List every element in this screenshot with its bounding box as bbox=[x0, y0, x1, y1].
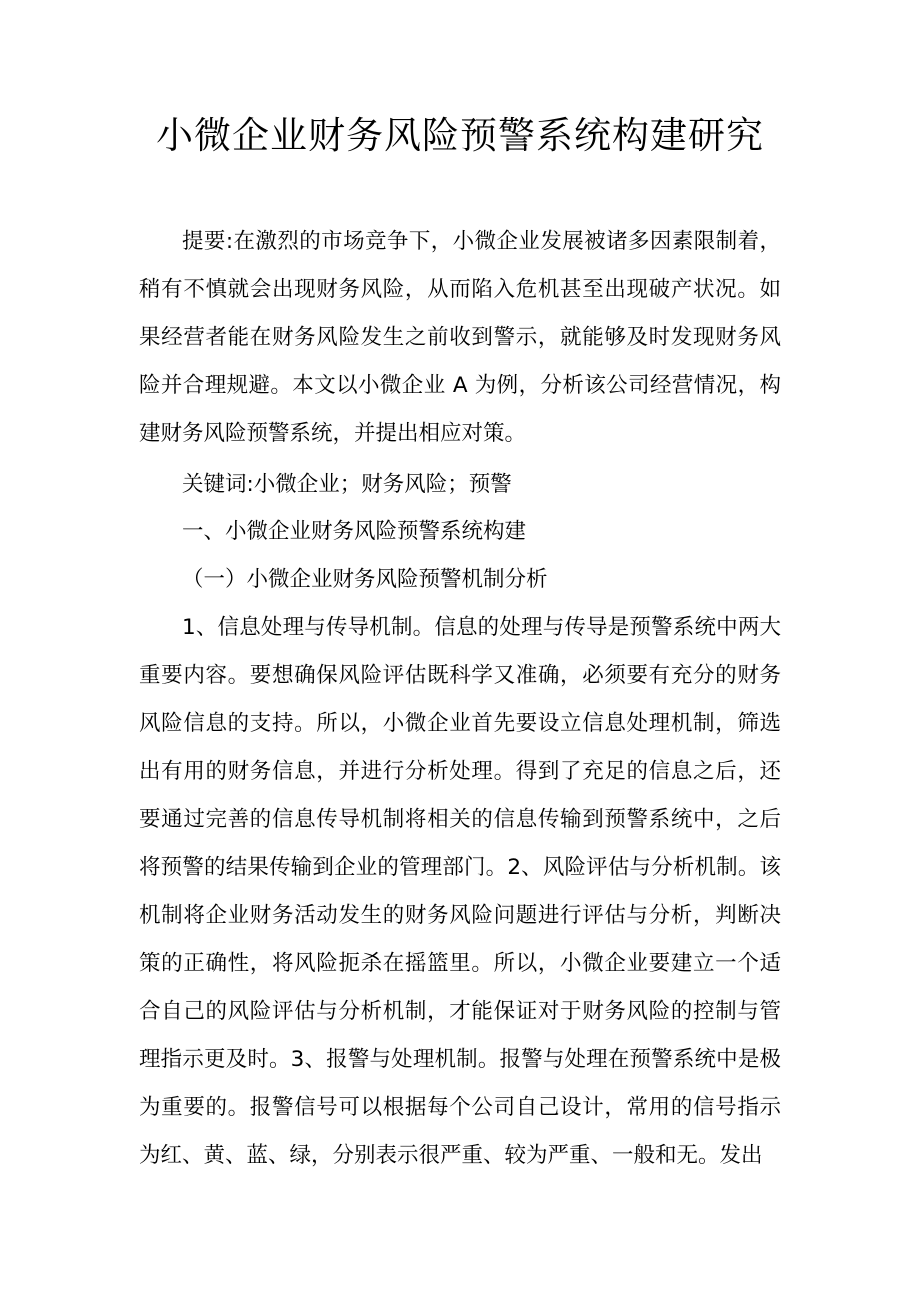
document-title: 小微企业财务风险预警系统构建研究 bbox=[156, 114, 764, 157]
subsection-heading: （一）小微企业财务风险预警机制分析 bbox=[182, 567, 548, 592]
section-heading: 一、小微企业财务风险预警系统构建 bbox=[182, 519, 527, 544]
keywords-line: 关键词:小微企业；财务风险；预警 bbox=[182, 472, 512, 497]
body-paragraph: 1、信息处理与传导机制。信息的处理与传导是预警系统中两大重要内容。要想确保风险评估既科学又准确，必须要有充分的财务风险信息的支持。所以，小微企业首先要设立信息处理机制，筛选出有用的财务信息，并进行分析处理。得到了充足的信息之后，还要通过完善的信息传导机制将相关的信息传输到预警系统中，之后将预警的结果传输到企业的管理部门。2、风险评估与分析机制。该机制将企业财务活动发生的财务风险问题进行评估与分析，判断决策的正确性，将风险扼杀在摇篮里。所以，小微企业要建立一个适合自己的风险评估与分析机制，才能保证对于财务风险的控制与管理指示更及时。3、报警与处理机制。报警与处理在预警系统中是极为重要的。报警信号可以根据每个公司自己设计，常用的信号指示为红、黄、蓝、绿，分别表示很严重、较为严重、一般和无。发出 bbox=[139, 615, 781, 1168]
abstract-paragraph: 提要:在激烈的市场竞争下，小微企业发展被诸多因素限制着，稍有不慎就会出现财务风险，从而陷入危机甚至出现破产状况。如果经营者能在财务风险发生之前收到警示，就能够及时发现财务风险并合理规避。本文以小微企业 A 为例，分析该公司经营情况，构建财务风险预警系统，并提出相应对策。 bbox=[139, 229, 781, 446]
